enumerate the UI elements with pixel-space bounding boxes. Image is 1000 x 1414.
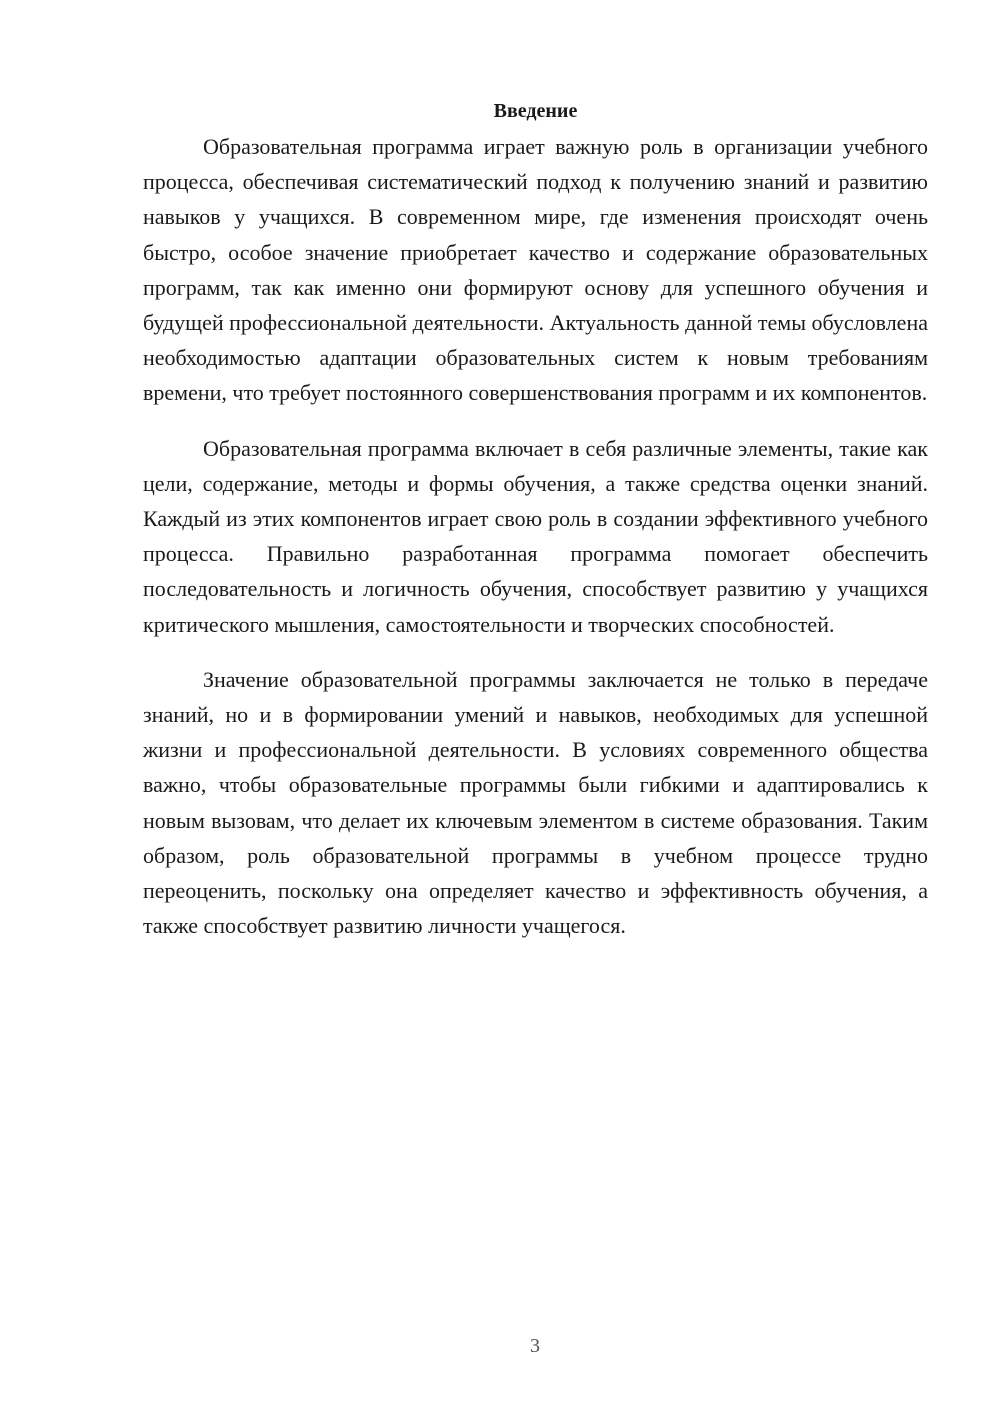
paragraph-1: Образовательная программа играет важную роль в организации учебного процесса, обеспечивая систематический подход к получению знаний и развитию навыков у учащихся. В современном мире, где изменения происходят очень быстро, особое значение приобретает качество и содержание образовательных программ, так как именно они формируют основу для успешного обучения и будущей профессиональной деятельности. Актуальность данной темы обусловлена необходимостью адаптации образовательных систем к новым требованиям времени, что требует постоянного совершенствования программ и их компонентов. <box>143 134 928 406</box>
page-content <box>143 96 928 963</box>
section-title: Введение <box>493 100 578 122</box>
paragraph-3: Значение образовательной программы заключается не только в передаче знаний, но и в формировании умений и навыков, необходимых для успешной жизни и профессиональной деятельности. В условиях современного общества важно, чтобы образовательные программы были гибкими и адаптировались к новым вызовам, что делает их ключевым элементом в системе образования. Таким образом, роль образовательной программы в учебном процессе трудно переоценить, поскольку она определяет качество и эффективность обучения, а также способствует развитию личности учащегося. <box>143 666 928 939</box>
page-number: 3 <box>530 1335 540 1357</box>
paragraph-2: Образовательная программа включает в себя различные элементы, такие как цели, содержание, методы и формы обучения, а также средства оценки знаний. Каждый из этих компонентов играет свою роль в создании эффективного учебного процесса. Правильно разработанная программа помогает обеспечить последовательность и логичность обучения, способствует развитию у учащихся критического мышления, самостоятельности и творческих способностей. <box>143 435 928 637</box>
